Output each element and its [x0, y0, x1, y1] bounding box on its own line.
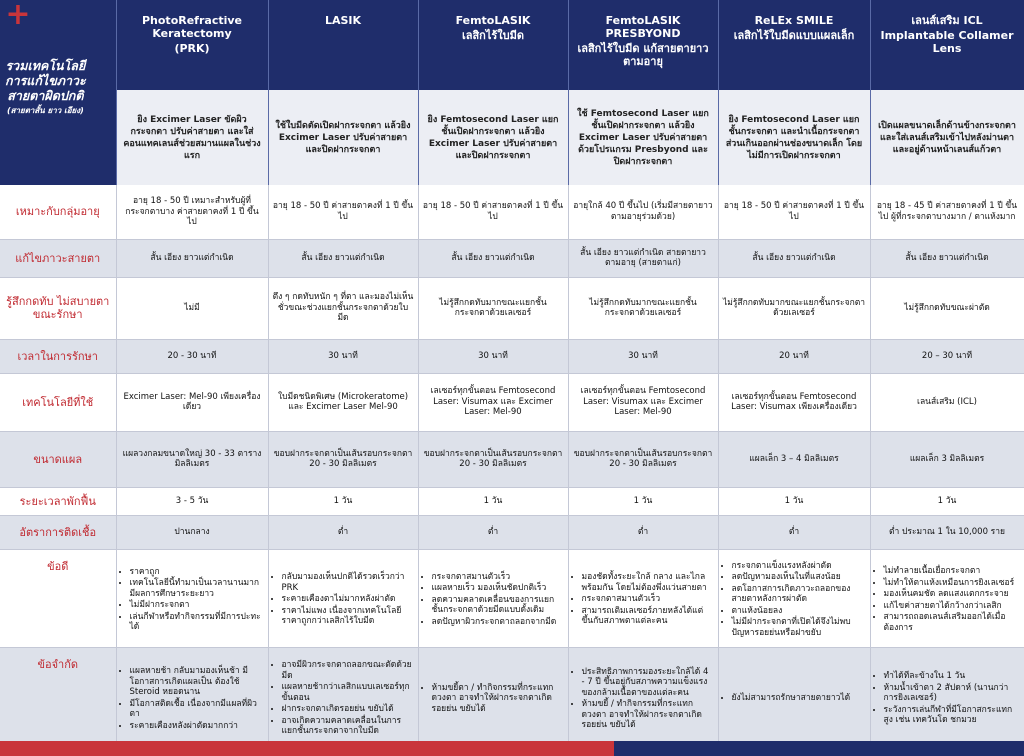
bullet-list: [423, 572, 564, 628]
table-cell: แผลวงกลมขนาดใหญ่ 30 - 33 ตารางมิลลิเมตร: [116, 431, 268, 487]
table-cell: สั้น เอียง ยาวแต่กำเนิด: [268, 239, 418, 277]
table-row: [0, 431, 1024, 487]
bullet-list: [423, 683, 564, 715]
list-item: • ระคายเคืองตาไม่มากหลังผ่าตัด: [282, 594, 414, 605]
list-item: • ฝากระจกตาเกิดรอยย่น ขยับได้: [282, 704, 414, 715]
list-item: • ราคาไม่แพง เนื่องจากเทคโนโลยีราคาถูกกว่าเลสิกไร้ใบมีด: [282, 606, 414, 627]
table-cell: ต่ำ: [568, 515, 718, 549]
bullet-list: [573, 572, 714, 627]
bullet-list: [875, 566, 1020, 633]
col-header-smile: [718, 0, 870, 90]
header-desc-text: ยิง Femtosecond Laser แยกชั้นเปิดฝากระจกตา แล้วยิง Excimer Laser ปรับค่าสายตา และปิดฝากระจกตา: [419, 90, 568, 185]
table-cell: ใบมีดชนิดพิเศษ (Microkeratome) และ Excimer Laser Mel-90: [268, 373, 418, 431]
table-cell: 1 วัน: [268, 487, 418, 515]
table-title: [5, 58, 86, 118]
col-header-presbyond: [568, 0, 718, 90]
table-row: [0, 373, 1024, 431]
header-title: ReLEx SMILE: [754, 14, 834, 27]
header-title: FemtoLASIK: [455, 14, 531, 27]
table-cell: อายุใกล้ 40 ปี ขึ้นไป (เริ่มมีสายตายาวตามอายุร่วมด้วย): [568, 185, 718, 239]
col-header-prk: [116, 0, 268, 90]
table-cell: เลเซอร์ทุกขั้นตอน Femtosecond Laser: Visumax และ Excimer Laser: Mel-90: [568, 373, 718, 431]
table-cell: 30 นาที: [268, 339, 418, 373]
table-cell: [116, 549, 268, 647]
bullet-list: [273, 660, 414, 737]
table-cell: เลเซอร์ทุกขั้นตอน Femtosecond Laser: Visumax และ Excimer Laser: Mel-90: [418, 373, 568, 431]
table-cell: 30 นาที: [418, 339, 568, 373]
table-cell: ขอบฝากระจกตาเป็นเส้นรอบกระจกตา 20 - 30 มิลลิเมตร: [568, 431, 718, 487]
bullet-list: [273, 572, 414, 627]
list-item: • เล่นกีฬาหรือทำกิจกรรมที่มีการปะทะได้: [130, 612, 264, 633]
row-label: แก้ไขภาวะสายตา: [0, 239, 116, 277]
table-cell: ต่ำ: [268, 515, 418, 549]
header-desc: [116, 90, 268, 185]
table-cell: 20 - 30 นาที: [116, 339, 268, 373]
list-item: • ห้ามขยี้ตา / ทำกิจกรรมที่กระแทก ดวงตา อาจทำให้ฝากระจกตาเกิดรอยย่น ขยับได้: [432, 683, 564, 715]
table-cell: เลนส์เสริม (ICL): [870, 373, 1024, 431]
list-item: • ลดความคลาดเคลื่อนของการแยกชั้นกระจกตาด้วยมีดแบบดั้งเดิม: [432, 595, 564, 616]
row-label: เหมาะกับกลุ่มอายุ: [0, 185, 116, 239]
table-cell: ไม่รู้สึกกดทับมากขณะแยกชั้นกระจกตาด้วยเลเซอร์: [718, 277, 870, 339]
table-cell: อายุ 18 - 50 ปี ค่าสายตาคงที่ 1 ปี ขึ้นไป: [418, 185, 568, 239]
list-item: • มองชัดทั้งระยะใกล้ กลาง และไกล พร้อมกัน โดยไม่ต้องพึ่งแว่นสายตา: [582, 572, 714, 593]
table-cell: 20 – 30 นาที: [870, 339, 1024, 373]
title-line-1: รวมเทคโนโลยี: [5, 58, 86, 73]
table-cell: อายุ 18 - 50 ปี เหมาะสำหรับผู้ที่กระจกตาบาง ค่าสายตาคงที่ 1 ปี ขึ้นไป: [116, 185, 268, 239]
header-desc: [268, 90, 418, 185]
table-cell: [870, 549, 1024, 647]
table-cell: ไม่มี: [116, 277, 268, 339]
header-desc-text: ยิง Femtosecond Laser แยกชั้นกระจกตา และนำเนื้อกระจกตาส่วนเกินออกผ่านช่องขนาดเล็ก โดยไม่มีการเปิดฝากระจกตา: [719, 90, 870, 185]
table-cell: [418, 549, 568, 647]
table-cell: 1 วัน: [718, 487, 870, 515]
header-desc: [568, 90, 718, 185]
table-cell: ไม่รู้สึกกดทับมากขณะแยกชั้นกระจกตาด้วยเลเซอร์: [418, 277, 568, 339]
row-label: ระยะเวลาพักฟื้น: [0, 487, 116, 515]
table-row: [0, 339, 1024, 373]
col-header-icl: [870, 0, 1024, 90]
table-cell: 30 นาที: [568, 339, 718, 373]
table-cell: [116, 647, 268, 747]
list-item: • อาจเกิดความคลาดเคลื่อนในการแยกชั้นกระจกตาจากใบมีด: [282, 716, 414, 737]
table-cell: อายุ 18 - 50 ปี ค่าสายตาคงที่ 1 ปี ขึ้นไป: [268, 185, 418, 239]
col-header-femtolasik: [418, 0, 568, 90]
table-cell: ขอบฝากระจกตาเป็นเส้นรอบกระจกตา 20 - 30 มิลลิเมตร: [268, 431, 418, 487]
header-sub: Implantable Collamer Lens: [880, 29, 1014, 55]
row-label: เวลาในการรักษา: [0, 339, 116, 373]
table-cell: ตึง ๆ กดทับหนัก ๆ ที่ตา และมองไม่เห็นชั่วขณะช่วงแยกชั้นกระจกตาด้วยใบมีด: [268, 277, 418, 339]
list-item: • สามารถเติมเลเซอร์ภายหลังได้แต่ขึ้นกับสภาพตาแต่ละคน: [582, 606, 714, 627]
table-cell: [568, 647, 718, 747]
header-desc: [718, 90, 870, 185]
list-item: • อาจมีผิวกระจกตาถลอกขณะตัดด้วยมีด: [282, 660, 414, 681]
table-cell: [268, 647, 418, 747]
list-item: • ประสิทธิภาพการมองระยะใกล้ได้ 4 - 7 ปี ขึ้นอยู่กับสภาพความแข็งแรงของกล้ามเนื้อตาของแต่ละคน: [582, 667, 714, 699]
table-row: [0, 239, 1024, 277]
table-corner: [0, 0, 116, 185]
list-item: • ไม่มีฝากระจกตาที่เปิดได้จึงไม่พบปัญหารอยย่นหรือฝาขยับ: [732, 617, 866, 638]
bullet-list: [723, 693, 866, 704]
table-cell: ต่ำ: [418, 515, 568, 549]
list-item: • ยังไม่สามารถรักษาสายตายาวได้: [732, 693, 866, 704]
table-row: [0, 515, 1024, 549]
table-cell: Excimer Laser: Mel-90 เพียงเครื่องเดียว: [116, 373, 268, 431]
list-item: • กระจกตาแข็งแรงหลังผ่าตัด: [732, 561, 866, 572]
table-body: [0, 185, 1024, 747]
table-cell: 20 นาที: [718, 339, 870, 373]
list-item: • ไม่มีฝากระจกตา: [130, 600, 264, 611]
list-item: • มีโอกาสติดเชื้อ เนื่องจากมีแผลที่ผิวตา: [130, 699, 264, 720]
bullet-list: [875, 671, 1020, 726]
table-cell: อายุ 18 - 45 ปี ค่าสายตาคงที่ 1 ปี ขึ้นไป ผู้ที่กระจกตาบางมาก / ตาแห้งมาก: [870, 185, 1024, 239]
list-item: • ห้ามขยี้ / ทำกิจกรรมที่กระแทกดวงตา อาจทำให้ฝากระจกตาเกิดรอยย่น ขยับได้: [582, 699, 714, 731]
bullet-list: [121, 666, 264, 731]
row-label: ข้อดี: [0, 549, 116, 647]
list-item: • กระจกตาสมานตัวเร็ว: [432, 572, 564, 583]
list-item: • กระจกตาสมานตัวเร็ว: [582, 594, 714, 605]
header-desc-text: ใช้ใบมีดตัดเปิดฝากระจกตา แล้วยิง Excimer Laser ปรับค่าสายตา และปิดฝากระจกตา: [269, 90, 418, 185]
pros-row: [0, 549, 1024, 647]
row-label: ขนาดแผล: [0, 431, 116, 487]
header-title: PhotoRefractive Keratectomy: [141, 14, 242, 40]
title-subtitle: (สายตาสั้น ยาว เอียง): [6, 106, 84, 115]
table-cell: สั้น เอียง ยาวแต่กำเนิด: [870, 239, 1024, 277]
table-cell: [718, 549, 870, 647]
table-cell: ต่ำ: [718, 515, 870, 549]
table-cell: ขอบฝากระจกตาเป็นเส้นรอบกระจกตา 20 - 30 มิลลิเมตร: [418, 431, 568, 487]
list-item: • ราคาถูก: [130, 567, 264, 578]
table-row: [0, 487, 1024, 515]
list-item: • เทคโนโลยีนี้ทำมาเป็นเวลานานมาก มีผลการศึกษาระยะยาว: [130, 578, 264, 599]
bullet-list: [573, 667, 714, 731]
header-desc-text: ยิง Excimer Laser ขัดผิวกระจกตา ปรับค่าสายตา และใส่คอนแทคเลนส์ช่วยสมานแผลในช่วงแรก: [117, 90, 268, 185]
table-cell: สั้น เอียง ยาวแต่กำเนิด: [418, 239, 568, 277]
header-sub: เลสิกไร้ใบมีดแบบแผลเล็ก: [733, 29, 855, 42]
table-cell: 3 - 5 วัน: [116, 487, 268, 515]
title-line-3: สายตาผิดปกติ: [7, 88, 84, 103]
list-item: • ไม่ทำลายเนื้อเยื่อกระจกตา: [884, 566, 1020, 577]
header-sub: (PRK): [174, 42, 210, 55]
list-item: • สามารถถอดเลนส์เสริมออกได้เมื่อต้องการ: [884, 612, 1020, 633]
header-desc-text: เปิดแผลขนาดเล็กด้านข้างกระจกตาและใส่เลนส์เสริมเข้าไปหลังม่านตาและอยู่ด้านหน้าเลนส์แก้วตา: [871, 90, 1024, 185]
list-item: • แก้ไขค่าสายตาได้กว้างกว่าเลสิก: [884, 601, 1020, 612]
table-cell: ปานกลาง: [116, 515, 268, 549]
table-cell: ไม่รู้สึกกดทับมากขณะแยกชั้นกระจกตาด้วยเลเซอร์: [568, 277, 718, 339]
row-label: อัตราการติดเชื้อ: [0, 515, 116, 549]
table-cell: [568, 549, 718, 647]
table-cell: [418, 647, 568, 747]
header-desc-text: ใช้ Femtosecond Laser แยกชั้นเปิดฝากระจกตา แล้วยิง Excimer Laser ปรับค่าสายตาด้วยโปรแกรม Presbyond และปิดฝากระจกตา: [569, 90, 718, 185]
table-cell: สั้น เอียง ยาวแต่กำเนิด: [116, 239, 268, 277]
header-title: เลนส์เสริม ICL: [911, 14, 983, 27]
list-item: • แผลหายช้า กลับมามองเห็นช้า มีโอกาสการเกิดแผลเป็น ต้องใช้ Steroid หยอดนาน: [130, 666, 264, 698]
table-cell: สั้น เอียง ยาวแต่กำเนิด สายตายาวตามอายุ (สายตาแก่): [568, 239, 718, 277]
table-cell: แผลเล็ก 3 มิลลิเมตร: [870, 431, 1024, 487]
table-cell: [870, 647, 1024, 747]
list-item: • ลดปัญหาผิวกระจกตาถลอกจากมีด: [432, 617, 564, 628]
header-title: LASIK: [324, 14, 362, 27]
header-sub: เลสิกไร้ใบมีด: [461, 29, 525, 42]
list-item: • ตาแห้งน้อยลง: [732, 606, 866, 617]
header-desc: [870, 90, 1024, 185]
list-item: • แผลหายเร็ว มองเห็นชัดปกติเร็ว: [432, 583, 564, 594]
table-cell: สั้น เอียง ยาวแต่กำเนิด: [718, 239, 870, 277]
list-item: • ทำได้ทีละข้างใน 1 วัน: [884, 671, 1020, 682]
table-cell: ต่ำ ประมาณ 1 ใน 10,000 ราย: [870, 515, 1024, 549]
row-label: เทคโนโลยีที่ใช้: [0, 373, 116, 431]
table-row: [0, 185, 1024, 239]
list-item: • ระวังการเล่นกีฬาที่มีโอกาสกระแทกสูง เช่น เทควันโด ชกมวย: [884, 705, 1020, 726]
table-row: [0, 277, 1024, 339]
list-item: • ห้ามน้ำเข้าตา 2 สัปดาห์ (นานกว่าการยิงเลเซอร์): [884, 683, 1020, 704]
table-cell: แผลเล็ก 3 – 4 มิลลิเมตร: [718, 431, 870, 487]
table-cell: [268, 549, 418, 647]
table-cell: 1 วัน: [568, 487, 718, 515]
list-item: • ระคายเคืองหลังผ่าตัดมากกว่า: [130, 721, 264, 732]
list-item: • ไม่ทำให้ตาแห้งเหมือนการยิงเลเซอร์: [884, 578, 1020, 589]
list-item: • มองเห็นคมชัด ลดแสงแตกกระจาย: [884, 589, 1020, 600]
list-item: • แผลหายช้ากว่าเลสิกแบบเลเซอร์ทุกขั้นตอน: [282, 682, 414, 703]
col-header-lasik: [268, 0, 418, 90]
list-item: • กลับมามองเห็นปกติได้รวดเร็วกว่า PRK: [282, 572, 414, 593]
bullet-list: [121, 567, 264, 633]
table-cell: ไม่รู้สึกกดทับขณะผ่าตัด: [870, 277, 1024, 339]
row-label: ข้อจำกัด: [0, 647, 116, 747]
row-label: รู้สึกกดทับ ไม่สบายตาขณะรักษา: [0, 277, 116, 339]
title-line-2: การแก้ไขภาวะ: [5, 73, 86, 88]
table-cell: 1 วัน: [870, 487, 1024, 515]
list-item: • ลดโอกาสการเกิดภาวะถลอกของสายตาหลังการผ่าตัด: [732, 584, 866, 605]
clinic-logo-icon: +: [5, 0, 31, 32]
header-sub: เลสิกไร้ใบมีด แก้สายตายาวตามอายุ: [577, 42, 709, 68]
header-desc: [418, 90, 568, 185]
list-item: • ลดปัญหามองเห็นในที่แสงน้อย: [732, 572, 866, 583]
table-cell: อายุ 18 - 50 ปี ค่าสายตาคงที่ 1 ปี ขึ้นไป: [718, 185, 870, 239]
cons-row: [0, 647, 1024, 747]
header-title: FemtoLASIK PRESBYOND: [605, 14, 681, 40]
table-cell: เลเซอร์ทุกขั้นตอน Femtosecond Laser: Visumax เพียงเครื่องเดียว: [718, 373, 870, 431]
bullet-list: [723, 561, 866, 639]
table-cell: [718, 647, 870, 747]
footer-bar: [0, 741, 1024, 756]
table-cell: 1 วัน: [418, 487, 568, 515]
